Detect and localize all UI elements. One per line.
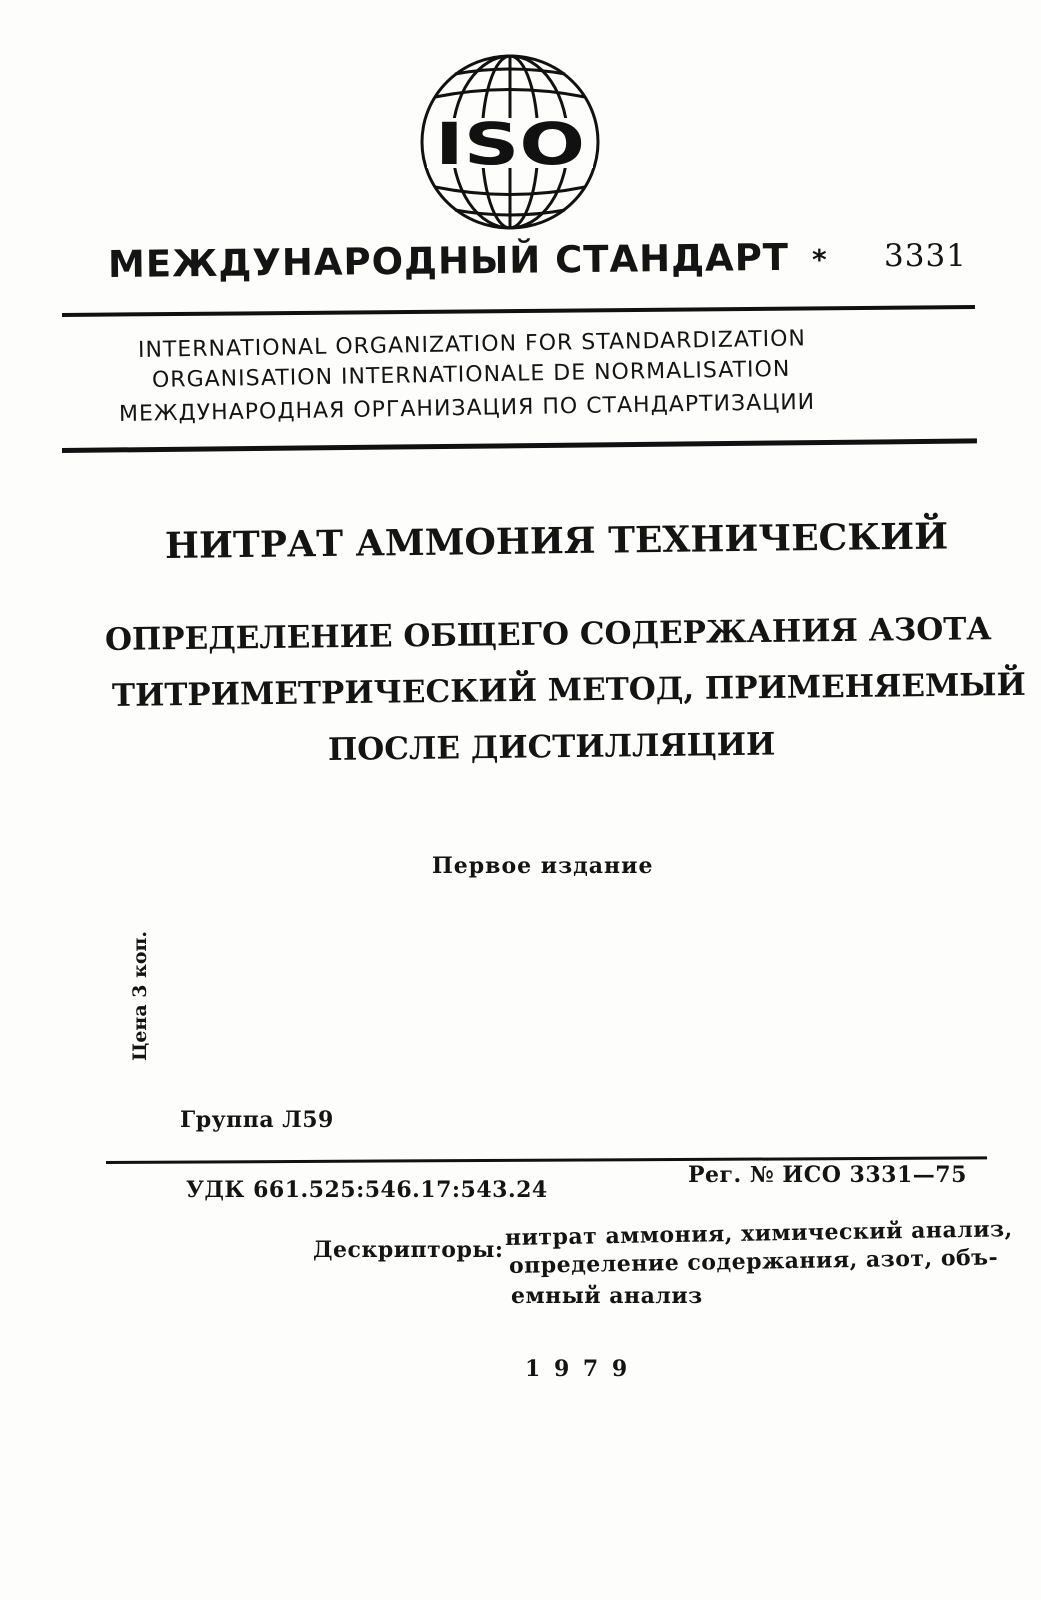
edition: Первое издание — [432, 853, 654, 879]
group: Группа Л59 — [180, 1107, 334, 1133]
registration-number: Рег. № ИСО 3331—75 — [688, 1162, 967, 1188]
publication-year: 1 9 7 9 — [525, 1356, 631, 1382]
standard-title: МЕЖДУНАРОДНЫЙ СТАНДАРТ — [107, 235, 790, 286]
price: Цена 3 коп. — [129, 930, 152, 1062]
org-rule — [62, 438, 977, 453]
logo-text: ISO — [435, 110, 585, 178]
document-subtitle-line2: ТИТРИМЕТРИЧЕСКИЙ МЕТОД, ПРИМЕНЯЕМЫЙ — [111, 666, 1027, 714]
document-subtitle-line3: ПОСЛЕ ДИСТИЛЛЯЦИИ — [327, 726, 776, 768]
org-name-russian: МЕЖДУНАРОДНАЯ ОРГАНИЗАЦИЯ ПО СТАНДАРТИЗАЦИИ — [118, 389, 816, 427]
document-title: НИТРАТ АММОНИЯ ТЕХНИЧЕСКИЙ — [164, 515, 949, 567]
standard-star: * — [812, 243, 827, 276]
org-name-english: INTERNATIONAL ORGANIZATION FOR STANDARDIZATION — [137, 326, 807, 363]
header-rule — [62, 305, 975, 317]
descriptors-line1: нитрат аммония, химический анализ, — [504, 1216, 1013, 1251]
descriptors-label: Дескрипторы: — [313, 1237, 504, 1263]
org-name-french: ORGANISATION INTERNATIONALE DE NORMALISATION — [151, 356, 791, 393]
descriptors-line3: емный анализ — [511, 1283, 703, 1309]
udk-code: УДК 661.525:546.17:543.24 — [186, 1177, 548, 1203]
standard-number: 3331 — [884, 238, 967, 274]
descriptors-line2: определение содержания, азот, объ- — [508, 1244, 999, 1279]
document-subtitle-line1: ОПРЕДЕЛЕНИЕ ОБЩЕГО СОДЕРЖАНИЯ АЗОТА — [104, 611, 992, 658]
iso-logo — [415, 52, 605, 232]
